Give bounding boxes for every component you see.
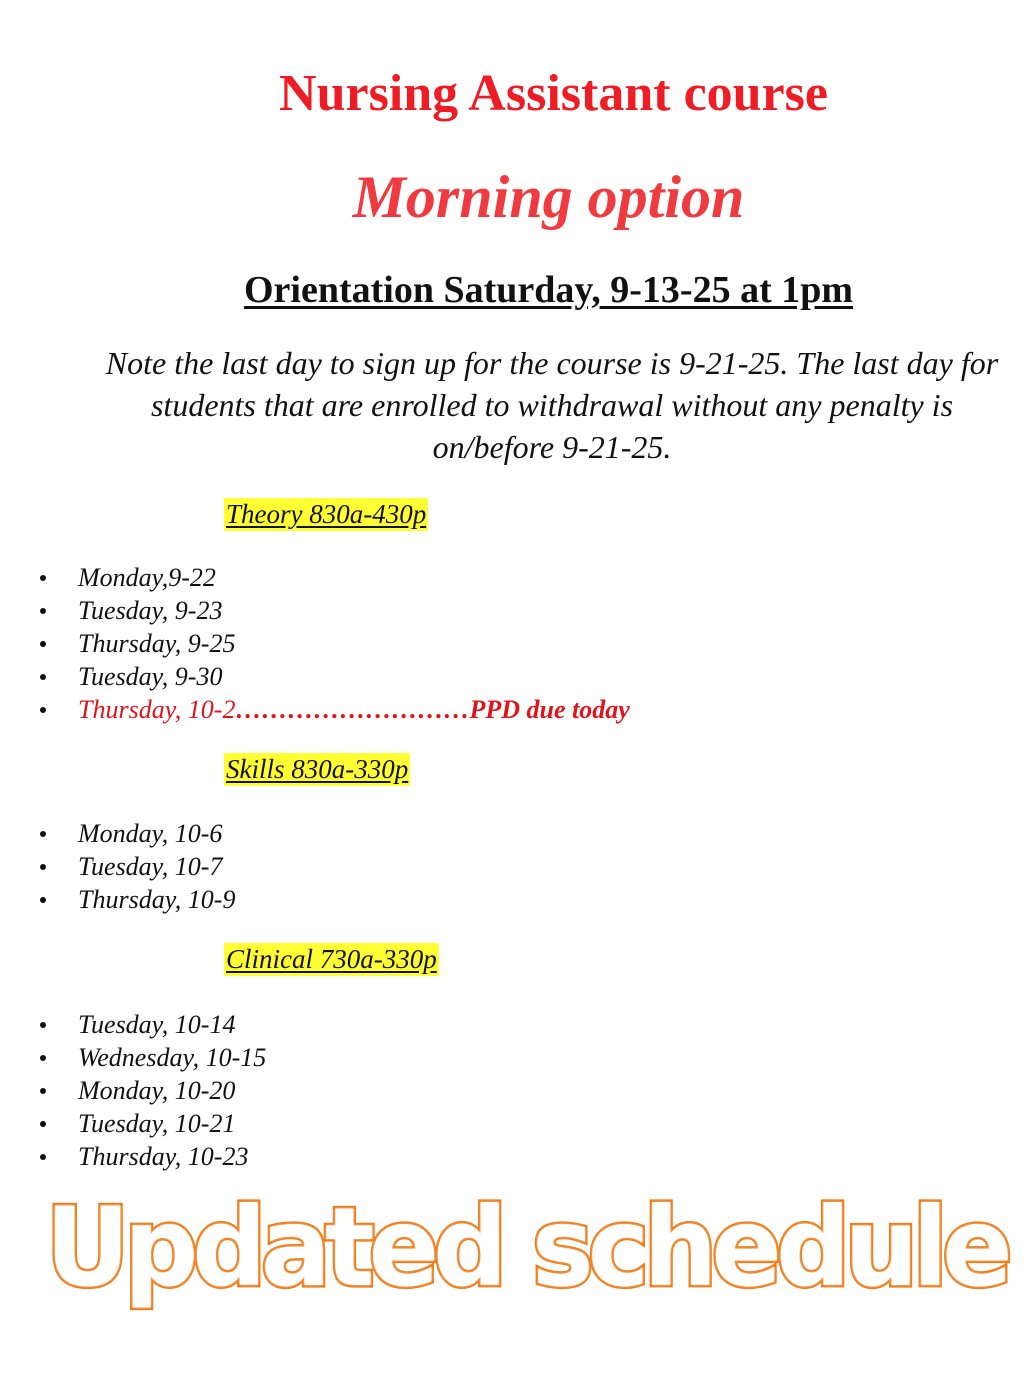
list-item-ppd xyxy=(0,693,900,726)
theory-day: Thursday, 9-25 xyxy=(78,629,236,658)
list-item xyxy=(0,1140,900,1173)
clinical-day: Wednesday, 10-15 xyxy=(78,1043,267,1072)
bullet-icon xyxy=(40,831,46,837)
clinical-heading: Clinical 730a-330p xyxy=(226,944,437,974)
list-item xyxy=(0,1041,900,1074)
skills-day-list xyxy=(0,817,900,916)
clinical-day: Tuesday, 10-21 xyxy=(78,1109,236,1138)
list-item xyxy=(0,1074,900,1107)
theory-day: Tuesday, 9-30 xyxy=(78,662,223,691)
signup-note: Note the last day to sign up for the course is 9-21-25. The last day for students that are enrolled to withdrawal without any penalty is on/before 9-21-25. xyxy=(105,345,999,465)
bullet-icon xyxy=(40,1055,46,1061)
bullet-icon xyxy=(40,897,46,903)
skills-day: Tuesday, 10-7 xyxy=(78,852,223,881)
list-item xyxy=(0,1008,900,1041)
bullet-icon xyxy=(40,608,46,614)
list-item xyxy=(0,561,900,594)
list-item xyxy=(0,817,900,850)
updated-schedule-stamp: Updated schedule xyxy=(45,1182,1007,1312)
leader-dots: ……………………… xyxy=(235,695,470,724)
clinical-day: Monday, 10-20 xyxy=(78,1076,236,1105)
clinical-day: Thursday, 10-23 xyxy=(78,1142,249,1171)
list-item xyxy=(0,627,900,660)
theory-day-list xyxy=(0,561,900,726)
course-title: Nursing Assistant course xyxy=(279,65,828,122)
bullet-icon xyxy=(40,674,46,680)
theory-heading: Theory 830a-430p xyxy=(226,499,427,529)
theory-day-alert: Thursday, 10-2 xyxy=(78,695,236,724)
skills-day: Monday, 10-6 xyxy=(78,819,223,848)
skills-day: Thursday, 10-9 xyxy=(78,885,236,914)
list-item xyxy=(0,660,900,693)
theory-day: Tuesday, 9-23 xyxy=(78,596,223,625)
list-item xyxy=(0,883,900,916)
orientation-date: Orientation Saturday, 9-13-25 at 1pm xyxy=(243,269,854,311)
bullet-icon xyxy=(40,707,46,713)
bullet-icon xyxy=(40,1154,46,1160)
skills-heading: Skills 830a-330p xyxy=(226,754,409,784)
clinical-day-list xyxy=(0,1008,900,1173)
theory-day: Monday,9-22 xyxy=(78,563,216,592)
list-item xyxy=(0,850,900,883)
bullet-icon xyxy=(40,1022,46,1028)
list-item xyxy=(0,594,900,627)
bullet-icon xyxy=(40,641,46,647)
ppd-due-note: PPD due today xyxy=(469,695,630,724)
bullet-icon xyxy=(40,864,46,870)
clinical-day: Tuesday, 10-14 xyxy=(78,1010,236,1039)
course-option: Morning option xyxy=(352,164,745,230)
list-item xyxy=(0,1107,900,1140)
bullet-icon xyxy=(40,1121,46,1127)
bullet-icon xyxy=(40,1088,46,1094)
bullet-icon xyxy=(40,575,46,581)
